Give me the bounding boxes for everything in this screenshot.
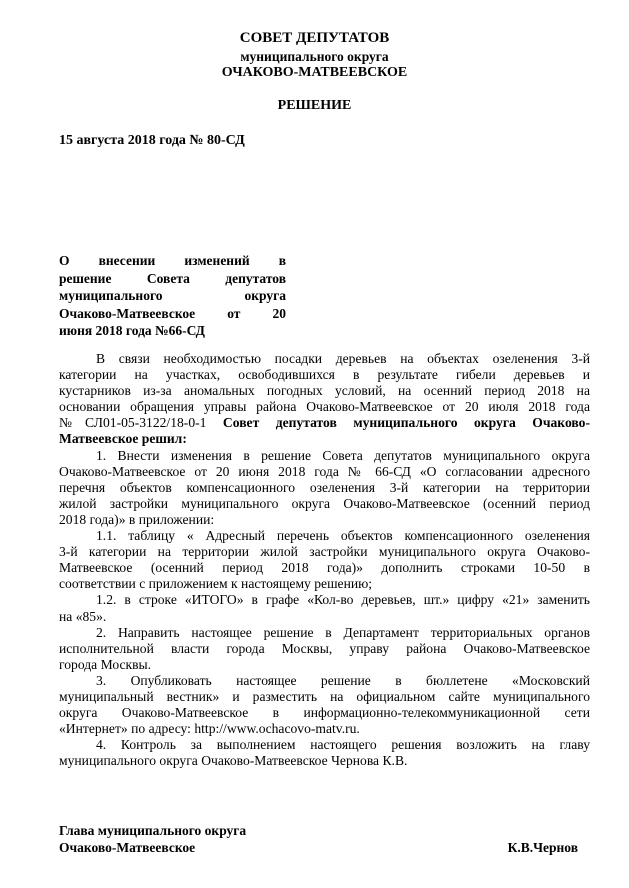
signature-position: Глава муниципального округа xyxy=(59,823,247,838)
document-type: РЕШЕНИЕ xyxy=(277,98,352,113)
org-title: СОВЕТ ДЕПУТАТОВ xyxy=(239,30,390,46)
body-line: муниципальный вестник» и разместить на официальном сайте муниципального xyxy=(59,688,590,704)
title-line: муниципального округа xyxy=(59,288,286,303)
body-line: Матвеевское (осенний период 2018 года)» дополнить строками 10-50 в xyxy=(59,560,590,576)
body-line: «Интернет» по адресу: http://www.ochacovo-matv.ru. xyxy=(59,721,360,737)
body-line: 3-й категории на территории жилой застройки муниципального округа Очаково- xyxy=(59,544,590,560)
body-line: категории на участках, освободившихся в результате гибели деревьев и xyxy=(59,367,590,383)
body-line: В связи необходимостью посадки деревьев на объектах озеленения 3-й xyxy=(96,351,590,366)
item-4-line: 4. Контроль за выполнением настоящего решения возложить на главу xyxy=(96,737,590,753)
signature-block xyxy=(59,822,246,856)
item-2-line: 2. Направить настоящее решение в Департамент территориальных органов xyxy=(96,624,590,640)
body-line: на «85». xyxy=(59,608,107,624)
body-line: основании обращения управы района Очаково-Матвеевское от 20 июля 2018 года xyxy=(59,399,590,415)
body-line: соответствии с приложением к настоящему решению; xyxy=(59,576,373,592)
body-line: перечня объектов компенсационного озеленения 3-й категории на территории xyxy=(59,479,590,495)
title-line: июня 2018 года №66-СД xyxy=(59,323,205,338)
body-line: кустарников из-за аномальных погодных условий, на осенний период 2018 на xyxy=(59,383,590,399)
council-decided-text-end: Матвеевское решил: xyxy=(59,431,187,447)
body-line: Очаково-Матвеевское от 20 июня 2018 года № 66-СД «О согласовании адресного xyxy=(59,463,590,479)
item-1-2-line: 1.2. в строке «ИТОГО» в графе «Кол-во деревьев, шт.» цифру «21» заменить xyxy=(96,592,590,608)
body-line: 2018 года)» в приложении: xyxy=(59,511,215,527)
request-number: №СЛ01-05-3122/18-0-1 xyxy=(59,415,223,431)
org-district: ОЧАКОВО-МАТВЕЕВСКОЕ xyxy=(221,65,408,80)
item-3-line: 3. Опубликовать настоящее решение в бюллетене «Московский xyxy=(96,672,590,688)
decision-body xyxy=(59,351,590,769)
body-line: муниципального округа Очаково-Матвеевское Чернова К.В. xyxy=(59,753,408,769)
council-decided-text: Совет депутатов муниципального округа Очаково- xyxy=(222,415,590,431)
body-line: округа Очаково-Матвеевское в информационно-телекоммуникационной сети xyxy=(59,705,590,721)
title-line: О внесении изменений в xyxy=(59,253,286,268)
item-1-line: 1. Внести изменения в решение Совета депутатов муниципального округа xyxy=(96,447,590,463)
body-line: исполнительной власти города Москвы, управу района Очаково-Матвеевское xyxy=(59,640,590,656)
signature-name: К.В.Чернов xyxy=(507,840,578,855)
body-line xyxy=(59,431,590,447)
title-line: Очаково-Матвеевское от 20 xyxy=(59,305,286,321)
org-subtitle: муниципального округа xyxy=(240,49,389,64)
decision-title xyxy=(59,252,286,340)
body-line: города Москвы. xyxy=(59,656,152,672)
item-1-1-line: 1.1. таблицу « Адресный перечень объектов компенсационного озеленения xyxy=(96,528,590,544)
signature-district: Очаково-Матвеевское xyxy=(59,840,196,855)
date-and-number: 15 августа 2018 года № 80-СД xyxy=(59,133,245,148)
title-line: решение Совета депутатов xyxy=(59,270,286,286)
body-line xyxy=(59,415,590,431)
body-line: жилой застройки муниципального округа Очаково-Матвеевское (осенний период xyxy=(59,495,590,511)
